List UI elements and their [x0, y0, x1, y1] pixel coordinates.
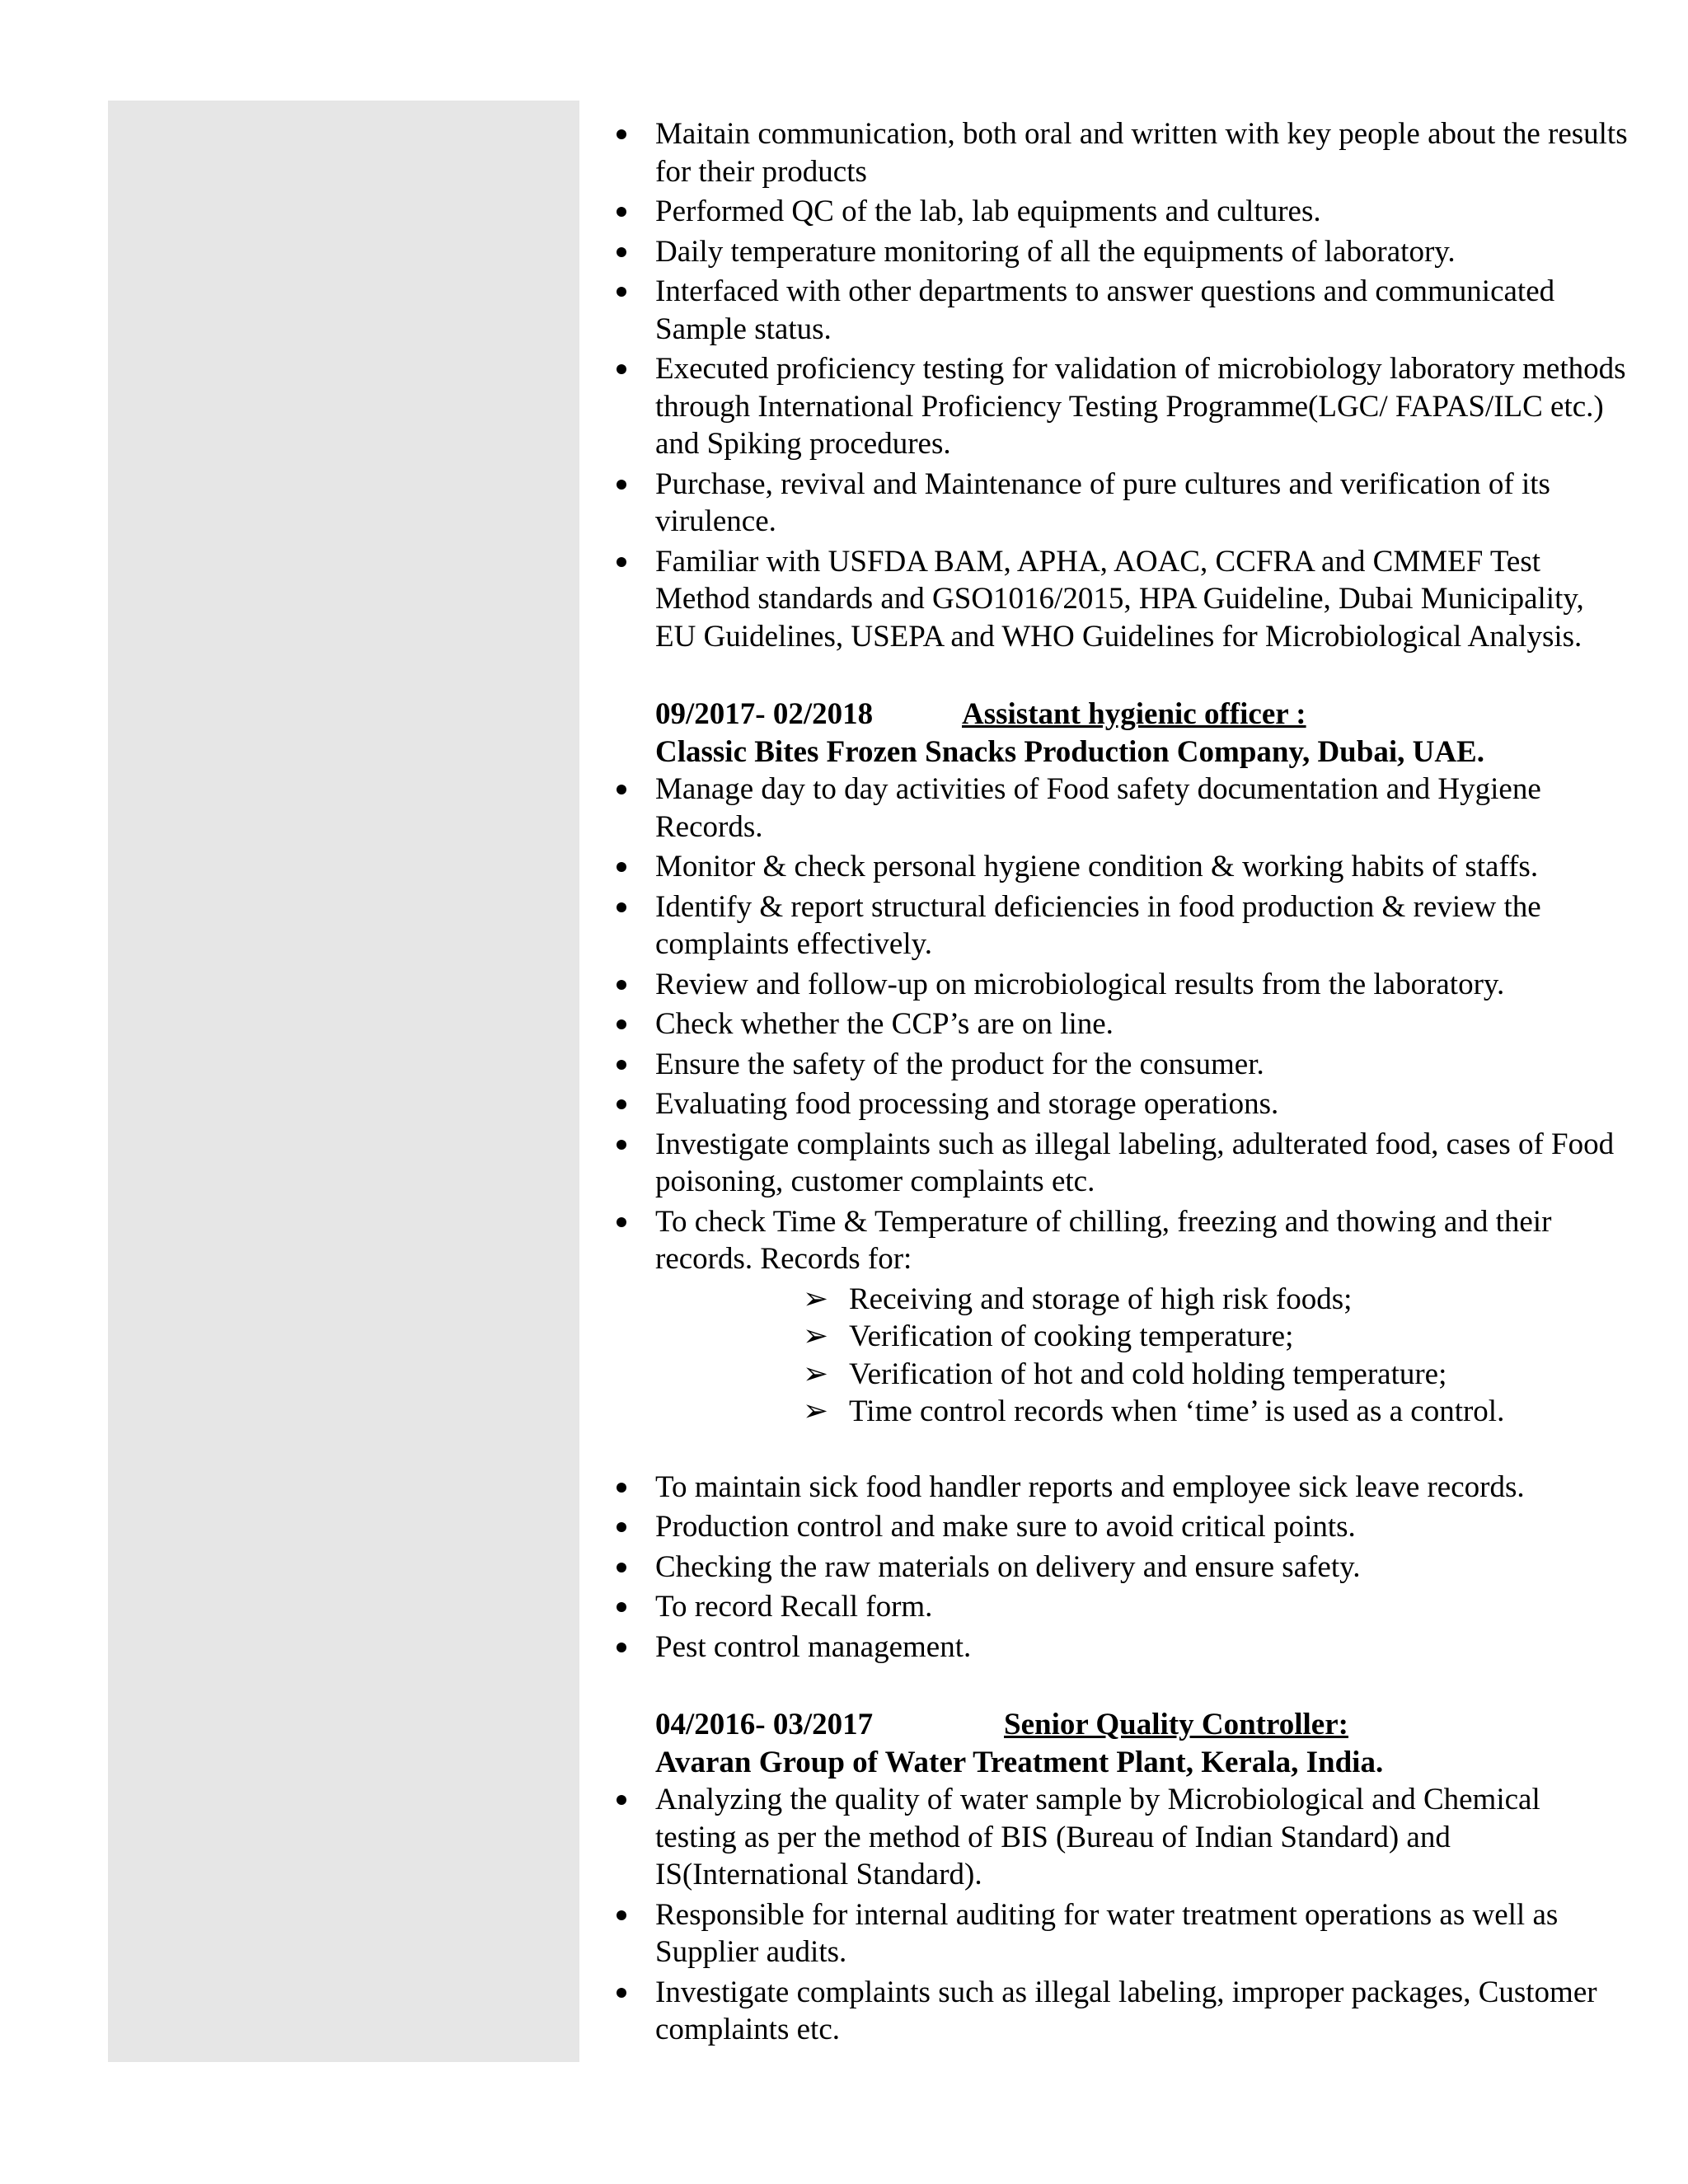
list-item: Ensure the safety of the product for the consumer. [607, 1046, 1629, 1084]
list-item: Monitor & check personal hygiene condition & working habits of staffs. [607, 848, 1629, 886]
bullet-icon [617, 129, 626, 139]
arrow-bullet-icon: ➢ [803, 1319, 829, 1353]
bullet-icon [617, 1910, 626, 1920]
job2-bullet-list [607, 1781, 1629, 2049]
bullet-icon [617, 862, 626, 872]
job-dates: 04/2016- 03/2017 [655, 1708, 874, 1741]
bullet-icon [617, 287, 626, 297]
job-title: Assistant hygienic officer : [962, 697, 1306, 731]
resume-content [607, 115, 1629, 2051]
records-sub-list [803, 1281, 1629, 1431]
list-item: Evaluating food processing and storage operations. [607, 1085, 1629, 1123]
bullet-icon [617, 247, 626, 257]
bullet-icon [617, 980, 626, 990]
list-item: Maitain communication, both oral and written with key people about the results for their products [607, 115, 1629, 190]
list-item: Pest control management. [607, 1629, 1629, 1666]
list-item: Review and follow-up on microbiological results from the laboratory. [607, 966, 1629, 1004]
job1-more-bullet-list [607, 1469, 1629, 1666]
job-company: Classic Bites Frozen Snacks Production Company, Dubai, UAE. [655, 734, 1484, 769]
list-item: Investigate complaints such as illegal labeling, adulterated food, cases of Food poisoning, customer complaints etc. [607, 1126, 1629, 1201]
job-title: Senior Quality Controller: [1004, 1708, 1348, 1741]
bullet-icon [617, 364, 626, 374]
list-item: Responsible for internal auditing for water treatment operations as well as Supplier audits. [607, 1896, 1629, 1971]
bullet-icon [617, 1483, 626, 1493]
job-header-assistant-hygienic-officer [607, 696, 1629, 771]
list-item: Interfaced with other departments to answer questions and communicated Sample status. [607, 273, 1629, 348]
list-item: Analyzing the quality of water sample by Microbiological and Chemical testing as per the method of BIS (Bureau of Indian Standard) and IS(International Standard). [607, 1781, 1629, 1894]
bullet-icon [617, 1099, 626, 1109]
bullet-icon [617, 1019, 626, 1029]
sub-list-item: ➢ Verification of cooking temperature; [803, 1318, 1629, 1356]
list-item: To record Recall form. [607, 1588, 1629, 1626]
list-item: Checking the raw materials on delivery and ensure safety. [607, 1549, 1629, 1586]
bullet-icon [617, 1643, 626, 1652]
list-item: Production control and make sure to avoid critical points. [607, 1508, 1629, 1546]
job-header-senior-quality-controller [607, 1706, 1629, 1781]
bullet-icon [617, 785, 626, 794]
bullet-icon [617, 557, 626, 567]
job-company: Avaran Group of Water Treatment Plant, Kerala, India. [655, 1745, 1384, 1779]
bullet-icon [617, 902, 626, 912]
list-item: Purchase, revival and Maintenance of pure cultures and verification of its virulence. [607, 466, 1629, 541]
bullet-icon [617, 1522, 626, 1532]
list-item: Executed proficiency testing for validation of microbiology laboratory methods through International Proficiency Testing Programme(LGC/ FAPAS/ILC etc.) and Spiking procedures. [607, 350, 1629, 463]
list-item: To check Time & Temperature of chilling, freezing and thowing and their records. Records for: [607, 1203, 1629, 1278]
bullet-icon [617, 1217, 626, 1227]
bullet-icon [617, 480, 626, 490]
list-item: To maintain sick food handler reports and employee sick leave records. [607, 1469, 1629, 1507]
job-dates: 09/2017- 02/2018 [655, 697, 874, 731]
intro-bullet-list [607, 115, 1629, 655]
list-item: Daily temperature monitoring of all the equipments of laboratory. [607, 233, 1629, 271]
sub-list-item: ➢ Verification of hot and cold holding temperature; [803, 1356, 1629, 1394]
bullet-icon [617, 1602, 626, 1612]
arrow-bullet-icon: ➢ [803, 1282, 829, 1316]
list-item: Performed QC of the lab, lab equipments and cultures. [607, 193, 1629, 231]
arrow-bullet-icon: ➢ [803, 1357, 829, 1391]
list-item: Familiar with USFDA BAM, APHA, AOAC, CCFRA and CMMEF Test Method standards and GSO1016/2015, HPA Guideline, Dubai Municipality, EU Guidelines, USEPA and WHO Guidelines for Microbiological Analysis. [607, 543, 1629, 656]
job1-bullet-list [607, 771, 1629, 1278]
arrow-bullet-icon: ➢ [803, 1394, 829, 1428]
bullet-icon [617, 1795, 626, 1805]
list-item: Investigate complaints such as illegal labeling, improper packages, Customer complaints etc. [607, 1974, 1629, 2049]
sub-list-item: ➢ Receiving and storage of high risk foods; [803, 1281, 1629, 1319]
list-item: Check whether the CCP’s are on line. [607, 1005, 1629, 1043]
bullet-icon [617, 1060, 626, 1070]
bullet-icon [617, 1140, 626, 1150]
sub-list-item: ➢ Time control records when ‘time’ is used as a control. [803, 1393, 1629, 1431]
left-sidebar-panel [108, 101, 579, 2062]
list-item: Manage day to day activities of Food safety documentation and Hygiene Records. [607, 771, 1629, 846]
bullet-icon [617, 207, 626, 217]
bullet-icon [617, 1563, 626, 1572]
list-item: Identify & report structural deficiencies in food production & review the complaints effectively. [607, 888, 1629, 963]
bullet-icon [617, 1988, 626, 1998]
